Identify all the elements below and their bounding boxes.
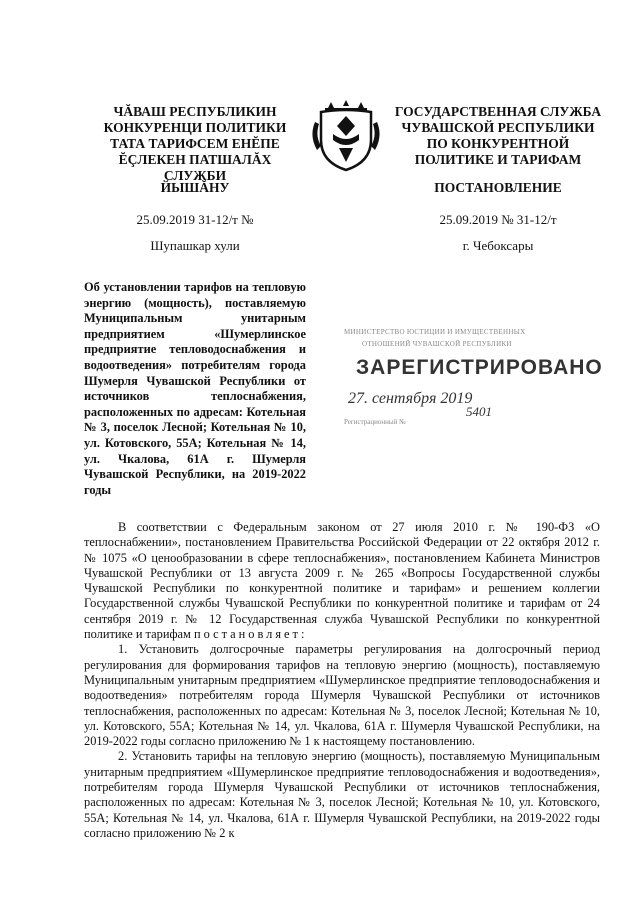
header-left-line4: ĔÇЛЕКЕН ПАТШАЛĂХ СЛУЖБИ [118, 152, 272, 183]
doc-type-chuvash: ЙЫШĂНУ [160, 180, 230, 195]
header-right [392, 104, 604, 168]
header-right-line4: ПОЛИТИКЕ И ТАРИФАМ [414, 152, 582, 167]
city-russian: г. Чебоксары [462, 238, 534, 253]
stamp-line2: ОТНОШЕНИЙ ЧУВАШСКОЙ РЕСПУБЛИКИ [362, 340, 512, 348]
preamble-text: В соответствии с Федеральным законом от 27 июля 2010 г. № 190-ФЗ «О теплоснабжении», постановлением Правительства Российской Федерации от 22 октября 2012 г. № 1075 «О ценообразовании в сфере теплоснабжения», постановлением Кабинета Министров Чувашской Республики от 13 августа 2009 г. № 265 «Вопросы Государственной службы Чувашской Республики по конкурентной политике и тарифам» и решением коллегии Государственной службы Чувашской Республики по конкурентной политике и тарифам от 24 сентября 2019 г. № 12 Государственная служба Чувашской Республики по конкурентной политике и тарифам [84, 520, 600, 642]
registration-stamp [342, 326, 603, 436]
date-number-russian: 25.09.2019 № 31-12/т [439, 212, 557, 227]
doc-type-russian: ПОСТАНОВЛЕНИЕ [434, 180, 562, 195]
header-left [88, 104, 302, 184]
stamp-line1: МИНИСТЕРСТВО ЮСТИЦИИ И ИМУЩЕСТВЕННЫХ [344, 328, 526, 336]
stamp-date: 27. сентября 2019 [348, 390, 473, 407]
paragraph-item-1: 1. Установить долгосрочные параметры регулирования на долгосрочный период регулирования для формирования тарифов на тепловую энергию (мощность), поставляемую Муниципальным унитарным предприятием «Шумерлинское предприятие тепловодоснабжения и водоотведения» потребителям города Шумерля Чувашской Республики от источников теплоснабжения, расположенных по адресам: Котельная № 3, поселок Лесной; Котельная № 10, ул. Котовского, 55А; Котельная № 14, ул. Чкалова, 61А г. Шумерля Чувашской Республики, на 2019-2022 годы согласно приложению № 1 к настоящему постановлению. [84, 642, 600, 749]
city-chuvash: Шупашкар хули [150, 238, 240, 253]
chuvash-emblem-icon [303, 92, 389, 174]
document-subject: Об установлении тарифов на тепловую энергию (мощность), поставляемую Муниципальным унитарным предприятием «Шумерлинское предприятие тепловодоснабжения и водоотведения» потребителям города Шумерля Чувашской Республики от источников теплоснабжения, расположенных по адресам: Котельная № 3, поселок Лесной; Котельная № 10, ул. Котовского, 55А; Котельная № 14, ул. Чкалова, 61А г. Шумерля Чувашской Республики, на 2019-2022 годы [84, 280, 306, 497]
decree-word: постановляет: [193, 627, 308, 642]
date-number-chuvash: 25.09.2019 31-12/т № [136, 212, 254, 227]
header-right-line1: ГОСУДАРСТВЕННАЯ СЛУЖБА [394, 104, 602, 119]
document-body [84, 520, 600, 841]
stamp-number: 5401 [466, 404, 492, 419]
stamp-line3: Регистрационный № [344, 418, 406, 426]
header-right-line3: ПО КОНКУРЕНТНОЙ [426, 136, 570, 151]
paragraph-preamble [84, 520, 600, 642]
header-left-line1: ЧĂВАШ РЕСПУБЛИКИН [113, 104, 277, 119]
paragraph-item-2: 2. Установить тарифы на тепловую энергию (мощность), поставляемую Муниципальным унитарным предприятием «Шумерлинское предприятие тепловодоснабжения и водоотведения», потребителям города Шумерля Чувашской Республики от источников теплоснабжения, расположенных по адресам: Котельная № 3, поселок Лесной; Котельная № 10, ул. Котовского, 55А; Котельная № 14, ул. Чкалова, 61А г. Шумерля Чувашской Республики, на 2019-2022 годы согласно приложению № 2 к [84, 749, 600, 840]
stamp-registered: ЗАРЕГИСТРИРОВАНО [356, 356, 603, 379]
header-left-line3: ТАТА ТАРИФСЕМ ЕНĔПЕ [110, 136, 280, 151]
header-right-line2: ЧУВАШСКОЙ РЕСПУБЛИКИ [401, 120, 595, 135]
header-left-line2: КОНКУРЕНЦИ ПОЛИТИКИ [103, 120, 287, 135]
